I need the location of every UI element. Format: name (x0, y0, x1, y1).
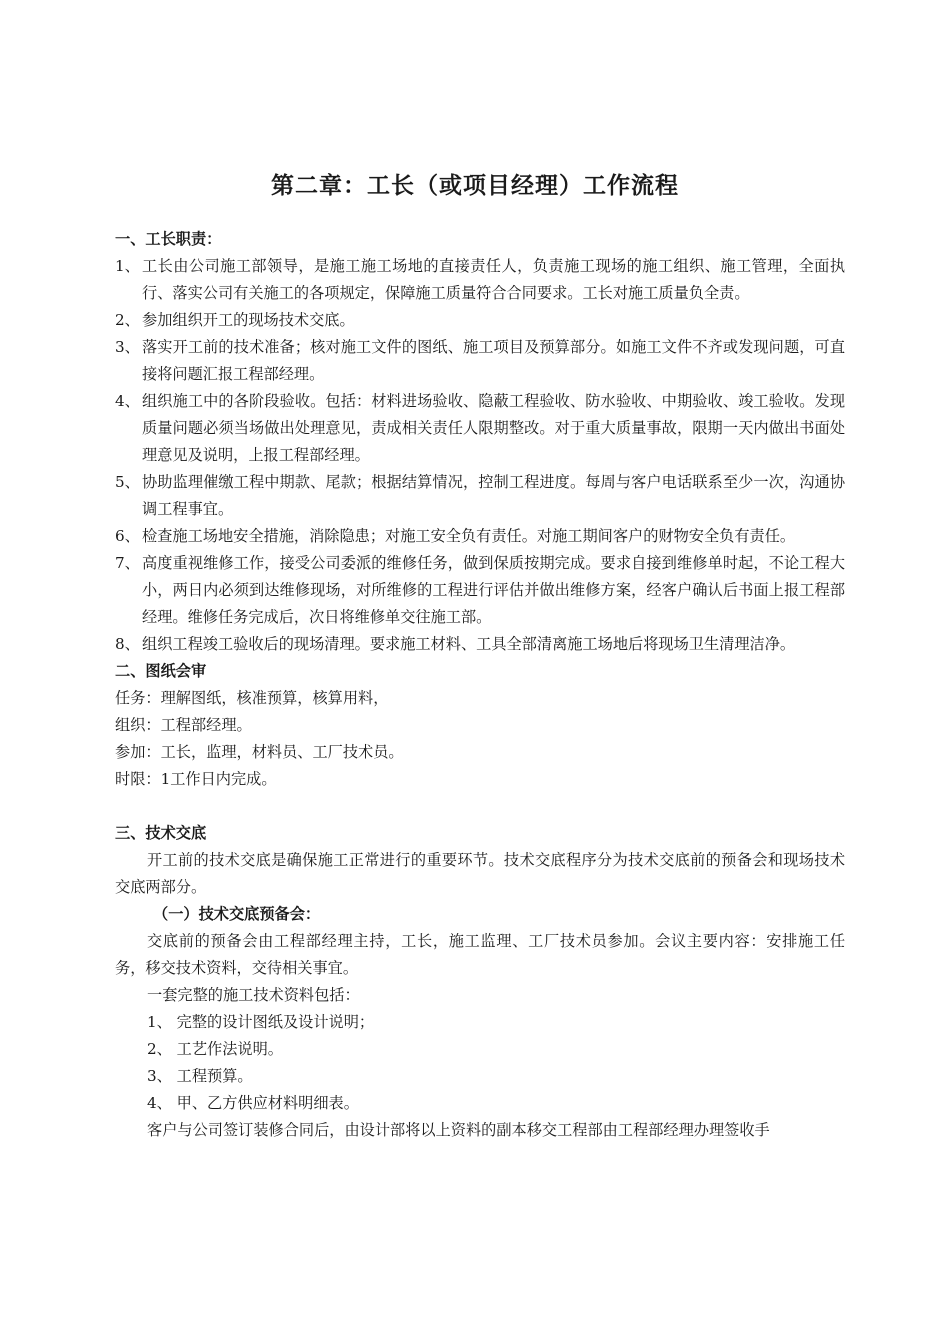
spacer (115, 793, 845, 820)
list-text: 检查施工场地安全措施，消除隐患；对施工安全负有责任。对施工期间客户的财物安全负有责任。 (142, 527, 796, 545)
materials-list-item: 3、 工程预算。 (147, 1067, 253, 1085)
list-number: 2、 (115, 311, 140, 329)
list-number: 7、 (115, 554, 140, 572)
prep-meeting-paragraph: 交底前的预备会由工程部经理主持，工长，施工监理、工厂技术员参加。会议主要内容：安排施工任务，移交技术资料，交待相关事宜。 (115, 932, 845, 977)
list-item (115, 388, 845, 469)
list-item (115, 523, 845, 550)
materials-list-item: 4、 甲、乙方供应材料明细表。 (147, 1094, 359, 1112)
list-number: 5、 (115, 473, 140, 491)
list-item (115, 631, 845, 658)
list-text: 协助监理催缴工程中期款、尾款；根据结算情况，控制工程进度。每周与客户电话联系至少一次，沟通协调工程事宜。 (142, 473, 845, 518)
list-number: 4、 (115, 392, 140, 410)
list-text: 高度重视维修工作，接受公司委派的维修任务，做到保质按期完成。要求自接到维修单时起，不论工程大小，两日内必须到达维修现场，对所维修的工程进行评估并做出维修方案，经客户确认后书面上报工程部经理。维修任务完成后，次日将维修单交往施工部。 (142, 554, 845, 626)
list-text: 参加组织开工的现场技术交底。 (142, 311, 355, 329)
list-text: 工长由公司施工部领导，是施工施工场地的直接责任人，负责施工现场的施工组织、施工管理，全面执行、落实公司有关施工的各项规定，保障施工质量符合合同要求。工长对施工质量负全责。 (142, 257, 845, 302)
review-task-line: 任务：理解图纸，核准预算，核算用料， (115, 689, 389, 707)
materials-list-item: 1、 完整的设计图纸及设计说明； (147, 1013, 375, 1031)
briefing-intro-paragraph: 开工前的技术交底是确保施工正常进行的重要环节。技术交底程序分为技术交底前的预备会和现场技术交底两部分。 (115, 851, 845, 896)
list-number: 6、 (115, 527, 140, 545)
list-item (115, 307, 845, 334)
materials-list-item: 2、 工艺作法说明。 (147, 1040, 283, 1058)
document-body (115, 226, 845, 1144)
list-item (115, 334, 845, 388)
review-deadline-line: 时限：1工作日内完成。 (115, 770, 277, 788)
subsection-heading-prep-meeting: （一）技术交底预备会： (153, 905, 321, 923)
list-text: 组织施工中的各阶段验收。包括：材料进场验收、隐蔽工程验收、防水验收、中期验收、竣工验收。发现质量问题必须当场做出处理意见，责成相关责任人限期整改。对于重大质量事故，限期一天内做出书面处理意见及说明，上报工程部经理。 (142, 392, 845, 464)
materials-intro-line: 一套完整的施工技术资料包括： (147, 986, 360, 1004)
list-number: 1、 (115, 257, 140, 275)
page-title: 第二章：工长（或项目经理）工作流程 (271, 172, 679, 199)
list-number: 8、 (115, 635, 140, 653)
review-organizer-line: 组织：工程部经理。 (115, 716, 252, 734)
section-heading-drawing-review: 二、图纸会审 (115, 662, 207, 680)
list-number: 3、 (115, 338, 140, 356)
list-item (115, 253, 845, 307)
review-participants-line: 参加：工长，监理，材料员、工厂技术员。 (115, 743, 404, 761)
section-heading-technical-briefing: 三、技术交底 (115, 824, 207, 842)
section-heading-duties: 一、工长职责： (115, 230, 222, 248)
list-item (115, 550, 845, 631)
list-item (115, 469, 845, 523)
handover-paragraph: 客户与公司签订装修合同后，由设计部将以上资料的副本移交工程部由工程部经理办理签收手 (147, 1121, 770, 1139)
list-text: 组织工程竣工验收后的现场清理。要求施工材料、工具全部清离施工场地后将现场卫生清理洁净。 (142, 635, 796, 653)
list-text: 落实开工前的技术准备；核对施工文件的图纸、施工项目及预算部分。如施工文件不齐或发现问题，可直接将问题汇报工程部经理。 (142, 338, 845, 383)
